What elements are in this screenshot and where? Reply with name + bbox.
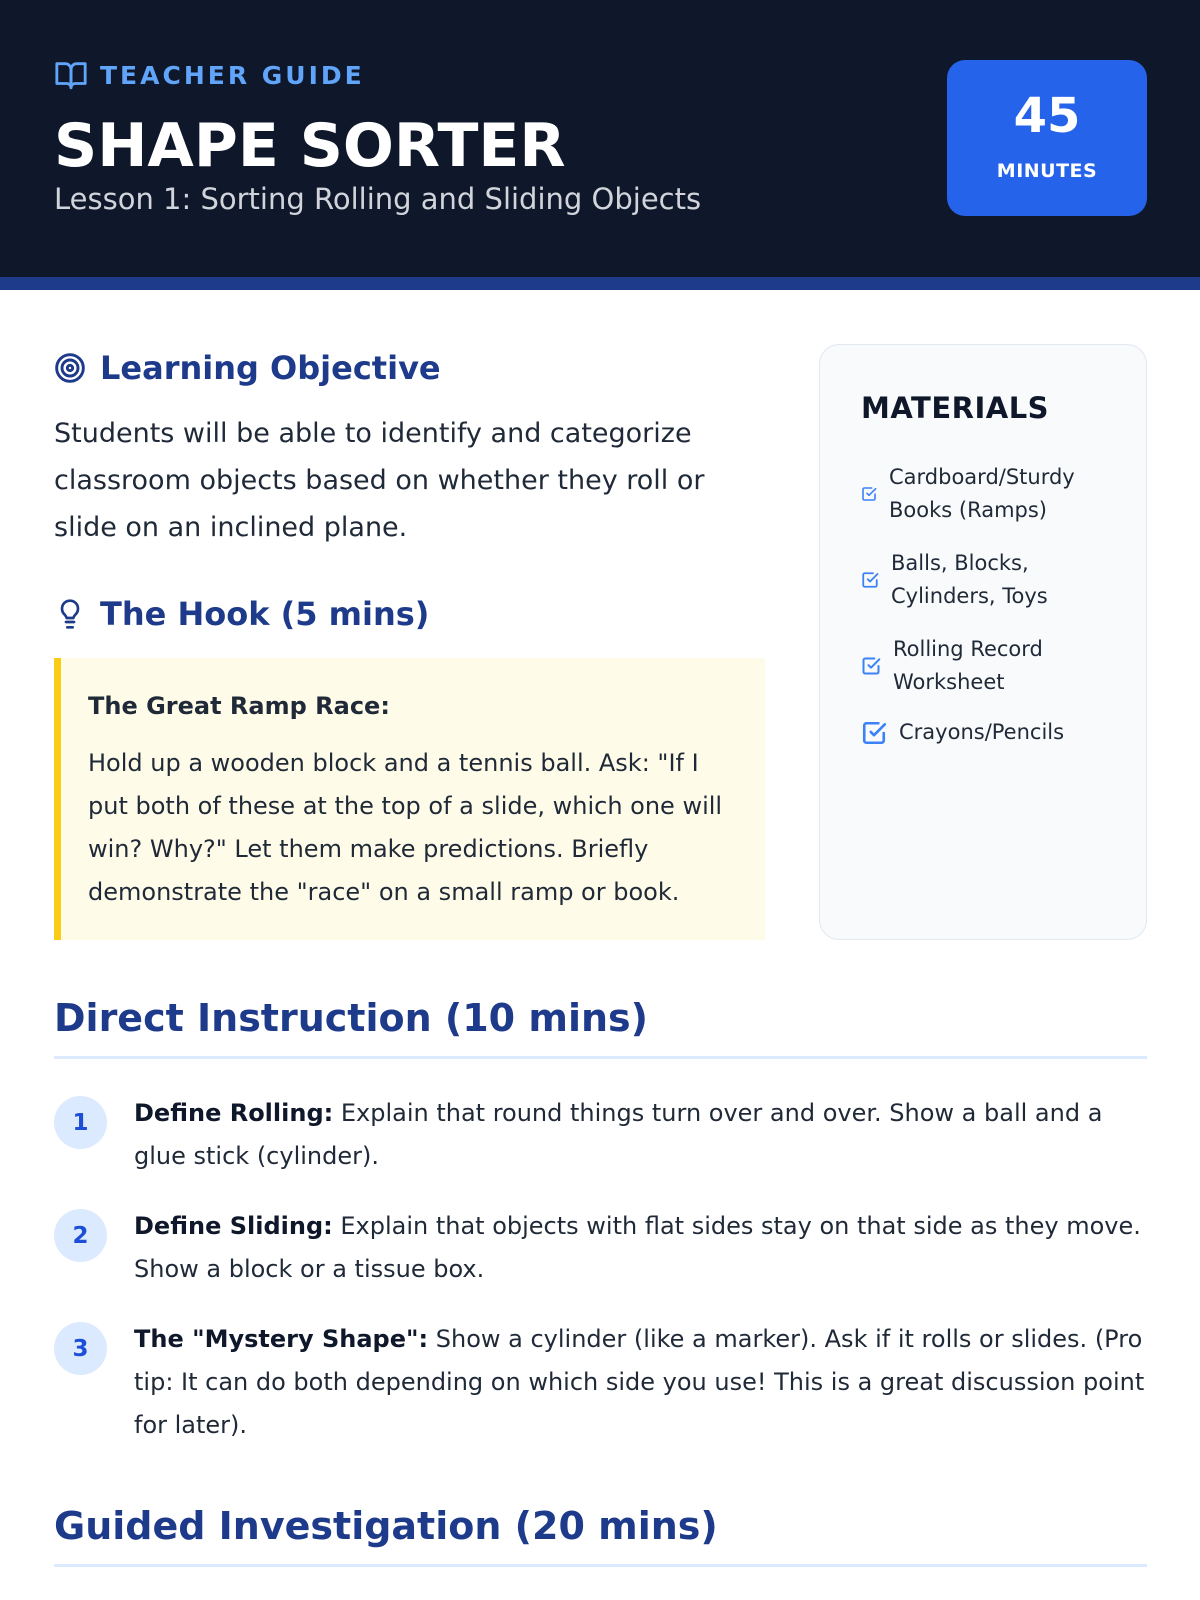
material-item-label: Crayons/Pencils	[899, 720, 1065, 744]
step-number: 3	[54, 1322, 107, 1375]
material-item	[861, 633, 1111, 699]
objective-heading	[54, 348, 441, 388]
step-body: Explain that objects with flat sides stay on that side as they move. Show a block or a tissue box.	[134, 1212, 1141, 1283]
check-square-icon	[861, 720, 887, 746]
step-text	[134, 1092, 1147, 1178]
materials-title: MATERIALS	[861, 391, 1050, 425]
check-square-icon	[861, 656, 881, 676]
hook-heading	[54, 594, 429, 634]
material-item-label: Cardboard/Sturdy Books (Ramps)	[889, 465, 1075, 522]
material-item	[861, 547, 1111, 613]
step-body: Show a cylinder (like a marker). Ask if it rolls or slides. (Pro tip: It can do both depending on which side you use! This is a great discussion point for later).	[134, 1325, 1145, 1439]
objective-heading-text: Learning Objective	[100, 349, 441, 387]
book-open-icon	[54, 58, 88, 92]
eyebrow-text: TEACHER GUIDE	[100, 60, 365, 90]
instruction-step	[54, 1205, 1147, 1305]
step-text	[134, 1318, 1147, 1447]
lesson-header	[0, 0, 1200, 290]
direct-instruction-heading: Direct Instruction (10 mins)	[54, 994, 1147, 1059]
target-icon	[54, 352, 86, 384]
step-body: Explain that round things turn over and over. Show a ball and a glue stick (cylinder).	[134, 1099, 1103, 1170]
lesson-subtitle: Lesson 1: Sorting Rolling and Sliding Objects	[54, 182, 702, 216]
materials-card	[819, 344, 1147, 940]
callout-title: The Great Ramp Race:	[88, 692, 390, 720]
step-label: Define Sliding:	[134, 1212, 333, 1240]
guided-investigation-heading: Guided Investigation (20 mins)	[54, 1502, 1147, 1567]
callout-body: Hold up a wooden block and a tennis ball. Ask: "If I put both of these at the top of a slide, which one will win? Why?" Let them make predictions. Briefly demonstrate the "race" on a small ramp or book.	[88, 749, 723, 906]
objective-text: Students will be able to identify and categorize classroom objects based on whether they roll or slide on an inclined plane.	[54, 418, 705, 543]
hook-callout	[54, 658, 765, 940]
instruction-step	[54, 1092, 1147, 1192]
duration-unit: MINUTES	[996, 160, 1098, 182]
step-number: 1	[54, 1096, 107, 1149]
instruction-step	[54, 1318, 1147, 1458]
step-label: The "Mystery Shape":	[134, 1325, 429, 1353]
duration-value: 45	[1013, 88, 1081, 144]
step-number: 2	[54, 1209, 107, 1262]
step-text	[134, 1205, 1147, 1291]
step-label: Define Rolling:	[134, 1099, 334, 1127]
hook-heading-text: The Hook (5 mins)	[100, 595, 430, 633]
material-item	[861, 461, 1111, 527]
material-item	[861, 716, 1121, 749]
lesson-title: SHAPE SORTER	[54, 111, 566, 181]
lightbulb-icon	[54, 598, 86, 630]
check-square-icon	[861, 571, 879, 589]
duration-badge	[947, 60, 1147, 216]
material-item-label: Rolling Record Worksheet	[893, 637, 1043, 694]
material-item-label: Balls, Blocks, Cylinders, Toys	[891, 551, 1048, 608]
teacher-guide-label	[54, 58, 365, 92]
check-square-icon	[861, 486, 877, 502]
